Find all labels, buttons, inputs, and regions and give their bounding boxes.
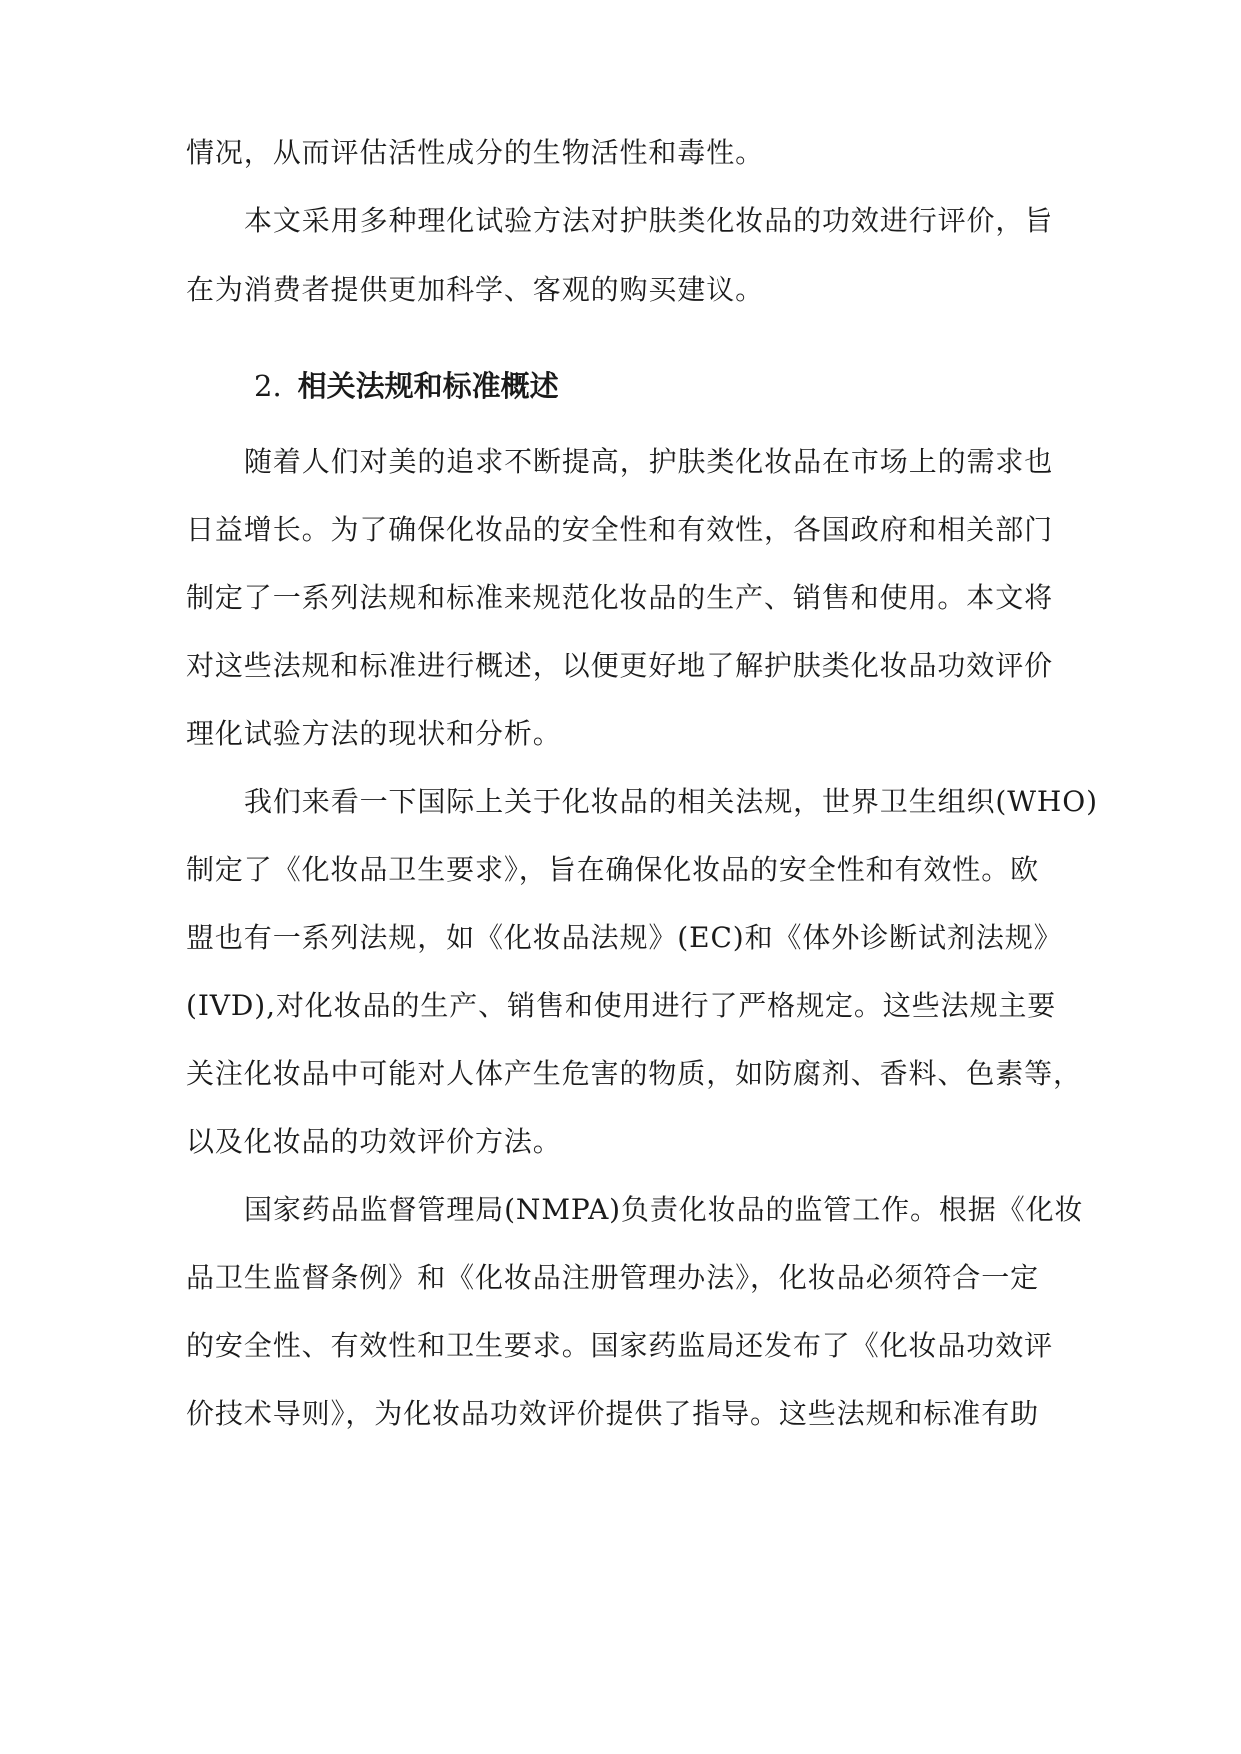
- paragraph-line: 我们来看一下国际上关于化妆品的相关法规，世界卫生组织(WHO): [244, 785, 1098, 818]
- paragraph-line: 情况，从而评估活性成分的生物活性和毒性。: [186, 136, 765, 169]
- paragraph-line: 品卫生监督条例》和《化妆品注册管理办法》，化妆品必须符合一定: [186, 1261, 1040, 1294]
- paragraph-line: 以及化妆品的功效评价方法。: [186, 1125, 562, 1158]
- paragraph-line: (IVD),对化妆品的生产、销售和使用进行了严格规定。这些法规主要: [186, 989, 1057, 1022]
- paragraph-line: 国家药品监督管理局(NMPA)负责化妆品的监管工作。根据《化妆: [244, 1193, 1084, 1226]
- section-number: 2.: [254, 369, 282, 403]
- paragraph-line: 理化试验方法的现状和分析。: [186, 717, 562, 750]
- section-heading: [254, 366, 559, 406]
- section-title: 相关法规和标准概述: [297, 369, 559, 403]
- paragraph-line: 日益增长。为了确保化妆品的安全性和有效性，各国政府和相关部门: [186, 513, 1054, 546]
- paragraph-line: 盟也有一系列法规，如《化妆品法规》(EC)和《体外诊断试剂法规》: [186, 921, 1063, 954]
- paragraph-line: 的安全性、有效性和卫生要求。国家药监局还发布了《化妆品功效评: [186, 1329, 1054, 1362]
- paragraph-line: 价技术导则》，为化妆品功效评价提供了指导。这些法规和标准有助: [186, 1397, 1040, 1430]
- paragraph-line: 在为消费者提供更加科学、客观的购买建议。: [186, 273, 765, 306]
- paragraph-line: 制定了一系列法规和标准来规范化妆品的生产、销售和使用。本文将: [186, 581, 1054, 614]
- paragraph-line: 关注化妆品中可能对人体产生危害的物质，如防腐剂、香料、色素等，: [186, 1057, 1082, 1090]
- paragraph-line: 对这些法规和标准进行概述，以便更好地了解护肤类化妆品功效评价: [186, 649, 1054, 682]
- paragraph-line: 随着人们对美的追求不断提高，护肤类化妆品在市场上的需求也: [244, 445, 1054, 478]
- paragraph-line: 本文采用多种理化试验方法对护肤类化妆品的功效进行评价，旨: [244, 204, 1054, 237]
- paragraph-line: 制定了《化妆品卫生要求》，旨在确保化妆品的安全性和有效性。欧: [186, 853, 1040, 886]
